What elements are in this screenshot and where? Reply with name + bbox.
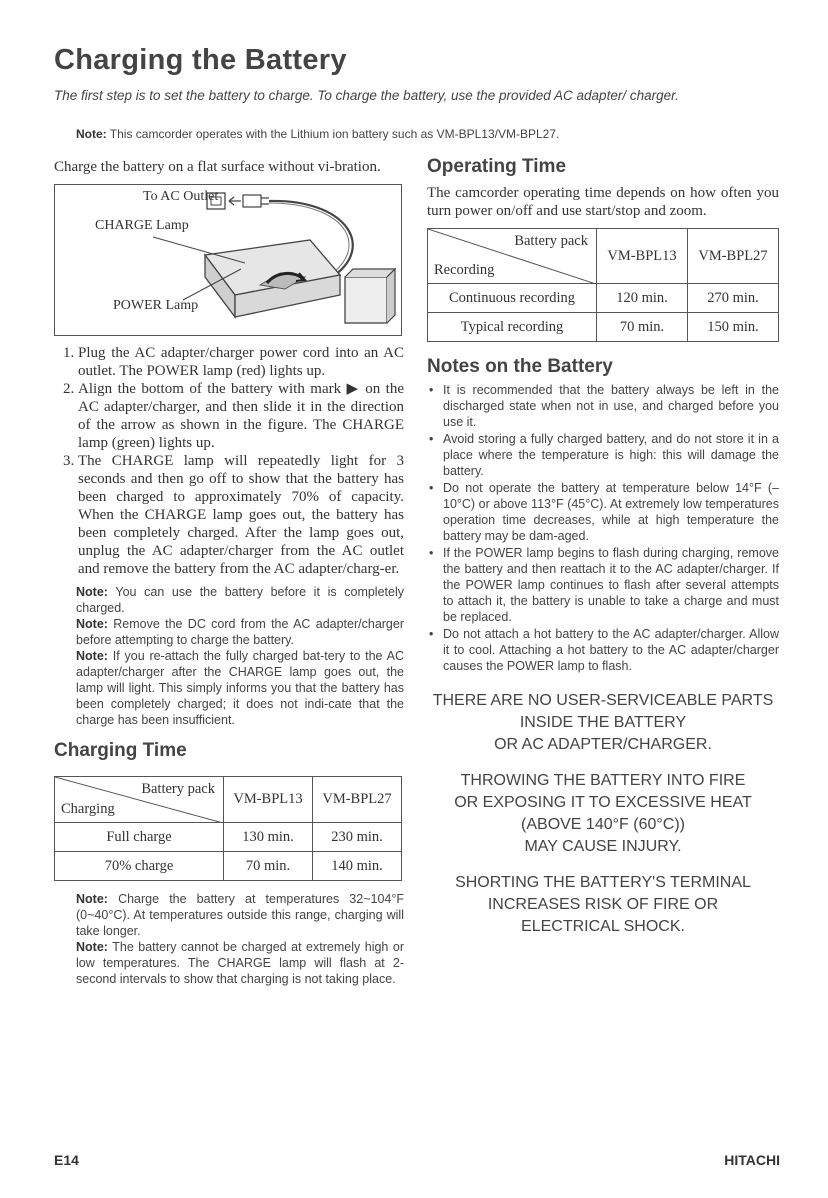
table-cell: 120 min.	[597, 284, 688, 313]
table-cell: 70 min.	[224, 852, 313, 881]
notes-group	[76, 584, 404, 728]
table-row	[428, 284, 779, 313]
brand-name: HITACHI	[724, 1152, 780, 1168]
list-item: 1. Plug the AC adapter/charger power cord into an AC outlet. The POWER lamp (red) lights up.	[78, 344, 404, 380]
top-note	[76, 127, 559, 141]
table-cell: 150 min.	[688, 313, 779, 342]
row-label: Continuous recording	[428, 284, 597, 313]
notes-heading: Notes on the Battery	[427, 356, 613, 377]
list-item: 3. The CHARGE lamp will repeatedly light for 3 seconds and then go off to show that the battery has been charged to approximately 70% of capacity. When the CHARGE lamp goes out, the battery has been completely charged. After the lamp goes out, unplug the AC adapter/charger from the AC outlet and remove the battery from the AC adapter/charg-er.	[78, 452, 404, 578]
row-label: Typical recording	[428, 313, 597, 342]
warning-paragraph: THERE ARE NO USER-SERVICEABLE PARTS INSIDE THE BATTERY OR AC ADAPTER/CHARGER.	[432, 692, 774, 753]
bullet-icon: •	[429, 383, 434, 397]
table-cell: 130 min.	[224, 823, 313, 852]
arrow-left-icon	[229, 197, 241, 205]
left-column	[54, 158, 404, 987]
battery-notes-list	[427, 382, 779, 674]
note-item: Note: The battery cannot be charged at extremely high or low temperatures. The CHARGE lamp will flash at 2-second intervals to show that charging is not taking place.	[76, 940, 404, 986]
power-lamp-label: POWER Lamp	[113, 298, 199, 313]
warning-paragraph: THROWING THE BATTERY INTO FIRE OR EXPOSING IT TO EXCESSIVE HEAT (ABOVE 140°F (60°C)) MAY CAUSE INJURY.	[454, 772, 752, 855]
note-item: Note: If you re-attach the fully charged bat-tery to the AC adapter/charger after the CHARGE lamp goes out, the lamp will light. This simply informs you that the battery has been completely charged; it does not indi-cate that the charge has been insufficient.	[76, 649, 404, 727]
note-item: Note: Remove the DC cord from the AC adapter/charger before attempting to charge the battery.	[76, 617, 404, 647]
table-row	[428, 313, 779, 342]
page-title: Charging the Battery	[54, 44, 347, 76]
table-corner-cell	[55, 777, 224, 823]
lead-text: Charge the battery on a flat surface without vi-bration.	[54, 159, 381, 175]
list-item: 2. Align the bottom of the battery with mark ▶ on the AC adapter/charger, and then slide it in the direction of the arrow as shown in the figure. The CHARGE lamp (green) lights up.	[78, 380, 404, 452]
corner-top-label: Battery pack	[514, 233, 588, 249]
battery-pack	[345, 277, 387, 323]
corner-top-label: Battery pack	[141, 781, 215, 797]
list-item: • Do not attach a hot battery to the AC adapter/charger. Allow it to cool. Attaching a hot battery to the AC adapter/charger causes the POWER lamp to flash.	[429, 627, 779, 673]
table-header: VM-BPL27	[688, 229, 779, 284]
table-row	[55, 852, 402, 881]
outlet-icon	[207, 193, 225, 209]
bullet-icon: •	[429, 546, 434, 560]
charging-time-table	[54, 776, 402, 881]
charge-lamp-label: CHARGE Lamp	[95, 218, 189, 233]
table-cell: 140 min.	[313, 852, 402, 881]
page-number: E14	[54, 1152, 79, 1168]
right-column	[427, 156, 779, 938]
list-item: • Do not operate the battery at temperature below 14°F (–10°C) or above 113°F (45°C). At extremely low temperatures operation time decreases, while at high temperature the battery may be dam-aged.	[429, 481, 779, 543]
note-item: Note: You can use the battery before it is completely charged.	[76, 585, 404, 615]
table-cell: 270 min.	[688, 284, 779, 313]
note-item: Note: Charge the battery at temperatures 32~104°F (0~40°C). At temperatures outside this range, charging will take longer.	[76, 892, 404, 938]
warning-paragraph: SHORTING THE BATTERY'S TERMINAL INCREASES RISK OF FIRE OR ELECTRICAL SHOCK.	[455, 874, 751, 935]
list-item: • Avoid storing a fully charged battery, and do not store it in a place where the temperature is high: this will damage the battery.	[429, 432, 779, 478]
intro-text: The first step is to set the battery to charge. To charge the battery, use the provided AC adapter/ charger.	[54, 88, 679, 103]
table-cell: 230 min.	[313, 823, 402, 852]
warning-block	[427, 690, 779, 938]
operating-time-heading: Operating Time	[427, 156, 567, 177]
table-cell: 70 min.	[597, 313, 688, 342]
bullet-icon: •	[429, 432, 434, 446]
operating-time-table	[427, 228, 779, 342]
table-row	[55, 823, 402, 852]
row-label: 70% charge	[55, 852, 224, 881]
charger-illustration	[54, 184, 402, 336]
operating-time-text: The camcorder operating time depends on how often you turn power on/off and use start/stop and zoom.	[427, 185, 779, 219]
row-label: Full charge	[55, 823, 224, 852]
charging-time-heading: Charging Time	[54, 740, 187, 761]
charger-drawing	[55, 185, 401, 335]
bullet-icon: •	[429, 627, 434, 641]
list-item: • It is recommended that the battery always be left in the discharged state when not in use, and charged before you use it.	[429, 383, 779, 429]
steps-list	[54, 344, 404, 578]
ac-outlet-label: To AC Outlet	[143, 189, 219, 204]
table-header: VM-BPL27	[313, 777, 402, 823]
corner-bottom-label: Recording	[434, 262, 495, 278]
bullet-icon: •	[429, 481, 434, 495]
table-header: VM-BPL13	[597, 229, 688, 284]
note-label: Note:	[76, 127, 107, 141]
list-item: • If the POWER lamp begins to flash during charging, remove the battery and then reattach it to the AC adapter/charger. If the POWER lamp continues to flash after several attempts to attach it, the battery is unable to take a charge and must be replaced.	[429, 546, 779, 624]
bottom-notes-group	[76, 891, 404, 987]
note-text: This camcorder operates with the Lithium ion battery such as VM-BPL13/VM-BPL27.	[109, 127, 560, 141]
corner-bottom-label: Charging	[61, 801, 115, 817]
table-corner-cell	[428, 229, 597, 284]
table-header: VM-BPL13	[224, 777, 313, 823]
plug-icon	[243, 195, 261, 207]
